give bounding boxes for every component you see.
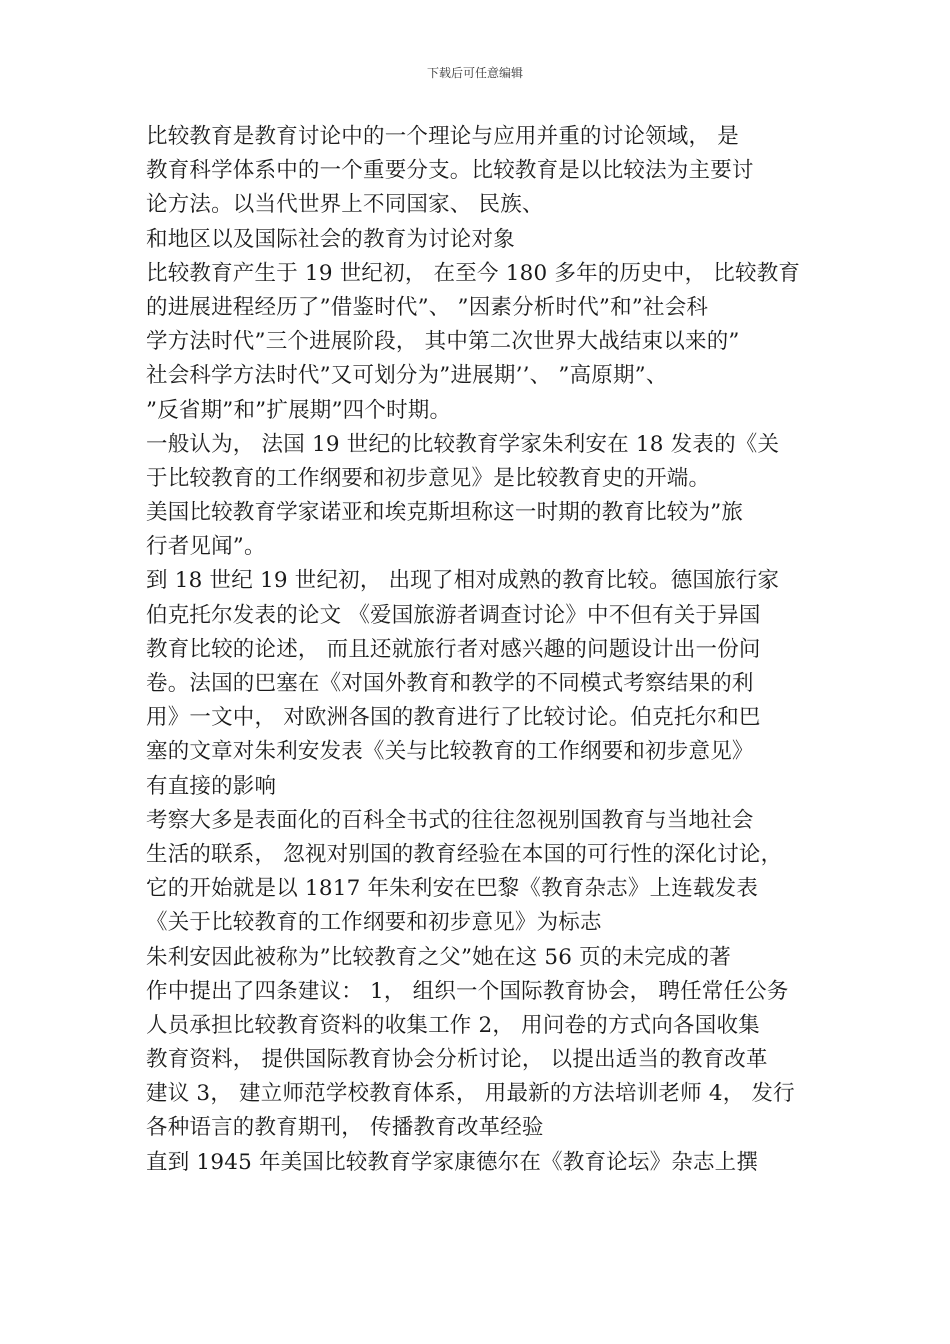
text-line: 社会科学方法时代”又可划分为”进展期’’、 ”高原期”、: [146, 363, 668, 389]
text-line: 学方法时代”三个进展阶段， 其中第二次世界大战结束以来的”: [146, 329, 740, 355]
text-line: 一般认为， 法国 19 世纪的比较教育学家朱利安在 18 发表的《关: [146, 431, 780, 457]
text-line: 考察大多是表面化的百科全书式的往往忽视别国教育与当地社会: [146, 807, 754, 833]
text-line: 比较教育产生于 19 世纪初， 在至今 180 多年的历史中， 比较教育: [146, 260, 801, 286]
body-text: [146, 120, 811, 1180]
text-line: 作中提出了四条建议： 1， 组织一个国际教育协会， 聘任常任公务: [146, 978, 789, 1004]
text-line: 有直接的影响: [146, 773, 277, 799]
text-line: 生活的联系， 忽视对别国的教育经验在本国的可行性的深化讨论，: [146, 841, 783, 867]
text-line: 的进展进程经历了”借鉴时代”、 ”因素分析时代”和”社会科: [146, 294, 709, 320]
text-line: 论方法。以当代世界上不同国家、 民族、: [146, 192, 544, 218]
text-line: 美国比较教育学家诺亚和埃克斯坦称这一时期的教育比较为”旅: [146, 500, 744, 526]
text-line: 它的开始就是以 1817 年朱利安在巴黎《教育杂志》上连载发表: [146, 876, 759, 902]
text-line: 伯克托尔发表的论文 《爱国旅游者调查讨论》中不但有关于异国: [146, 602, 761, 628]
text-line: 用》一文中， 对欧洲各国的教育进行了比较讨论。伯克托尔和巴: [146, 705, 761, 731]
text-line: 和地区以及国际社会的教育为讨论对象: [146, 226, 515, 252]
text-line: 到 18 世纪 19 世纪初， 出现了相对成熟的教育比较。德国旅行家: [146, 568, 780, 594]
text-line: 教育科学体系中的一个重要分支。比较教育是以比较法为主要讨: [146, 158, 754, 184]
text-line: 人员承担比较教育资料的收集工作 2， 用问卷的方式向各国收集: [146, 1012, 760, 1038]
text-line: ”反省期”和”扩展期”四个时期。: [146, 397, 452, 423]
text-line: 比较教育是教育讨论中的一个理论与应用并重的讨论领域， 是: [146, 124, 739, 149]
page-header: 下载后可任意编辑: [426, 66, 523, 80]
text-line: 建议 3， 建立师范学校教育体系， 用最新的方法培训老师 4， 发行: [146, 1081, 795, 1107]
text-line: 各种语言的教育期刊， 传播教育改革经验: [146, 1115, 544, 1141]
text-line: 教育资料， 提供国际教育协会分析讨论， 以提出适当的教育改革: [146, 1047, 768, 1073]
text-line: 《关于比较教育的工作纲要和初步意见》为标志: [146, 910, 602, 936]
text-line: 朱利安因此被称为”比较教育之父”她在这 56 页的未完成的著: [146, 944, 732, 970]
text-line: 于比较教育的工作纲要和初步意见》是比较教育史的开端。: [146, 465, 711, 491]
text-line: 行者见闻”。: [146, 534, 266, 560]
text-line: 塞的文章对朱利安发表《关与比较教育的工作纲要和初步意见》: [146, 739, 754, 765]
text-line: 卷。法国的巴塞在《对国外教育和教学的不同模式考察结果的利: [146, 671, 754, 696]
text-line: 教育比较的论述， 而且还就旅行者对感兴趣的问题设计出一份问: [146, 636, 761, 662]
text-line: 直到 1945 年美国比较教育学家康德尔在《教育论坛》杂志上撰: [146, 1149, 759, 1175]
